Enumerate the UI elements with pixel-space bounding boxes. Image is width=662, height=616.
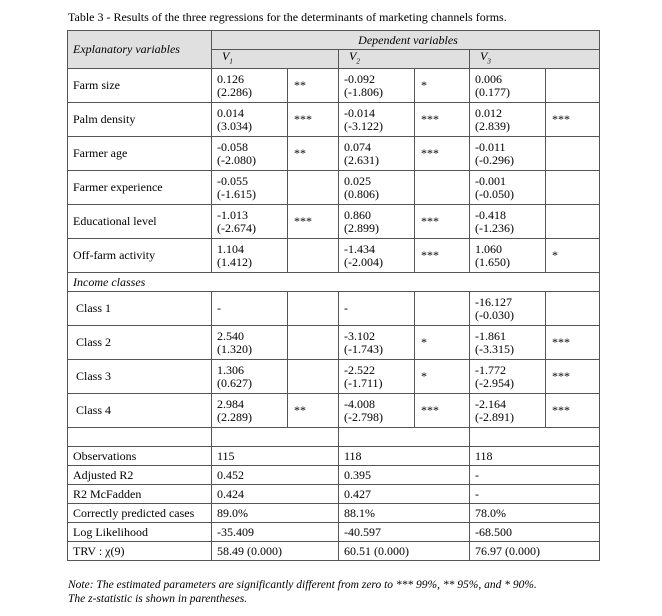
v3-header: $V_3$	[470, 50, 600, 69]
coef-cell: -0.055 (-1.615)	[212, 171, 288, 205]
significance-cell	[546, 171, 600, 205]
v1-header: $V_1$	[212, 50, 339, 69]
stat-cell: 89.0%	[212, 504, 339, 523]
significance-cell	[546, 137, 600, 171]
coef-cell: 0.006 (0.177)	[470, 69, 546, 103]
coef-cell: -0.092 (-1.806)	[339, 69, 415, 103]
coef-cell: -3.102 (-1.743)	[339, 326, 415, 360]
table-row	[68, 326, 600, 360]
note-line-2: The z-statistic is shown in parentheses.	[68, 593, 248, 605]
coef-cell: -1.434 (-2.004)	[339, 239, 415, 273]
coef-cell: -1.861 (-3.315)	[470, 326, 546, 360]
table-row	[68, 394, 600, 428]
stat-cell: 118	[470, 447, 600, 466]
stat-cell: 0.427	[339, 485, 470, 504]
coef-cell: 1.306 (0.627)	[212, 360, 288, 394]
stats-row	[68, 466, 600, 485]
significance-cell: ***	[415, 394, 470, 428]
dependent-variables-header: Dependent variables	[212, 31, 600, 50]
significance-cell: ***	[415, 239, 470, 273]
coef-cell: -	[339, 292, 415, 326]
coef-cell: -0.418 (-1.236)	[470, 205, 546, 239]
table-row	[68, 103, 600, 137]
significance-cell	[546, 292, 600, 326]
table-row	[68, 239, 600, 273]
stat-cell: 115	[212, 447, 339, 466]
significance-cell: ***	[546, 394, 600, 428]
significance-cell: **	[288, 137, 339, 171]
row-label: Correctly predicted cases	[68, 504, 212, 523]
significance-cell: ***	[415, 103, 470, 137]
stat-cell: 0.395	[339, 466, 470, 485]
stat-cell: -	[470, 466, 600, 485]
significance-cell: ***	[415, 205, 470, 239]
table-row	[68, 360, 600, 394]
table-row	[68, 205, 600, 239]
significance-cell	[546, 69, 600, 103]
stat-cell: -68.500	[470, 523, 600, 542]
table-row	[68, 292, 600, 326]
stat-cell: 78.0%	[470, 504, 600, 523]
explanatory-variables-header: Explanatory variables	[68, 31, 212, 69]
income-classes-label: Income classes	[68, 273, 600, 292]
coef-cell: 2.984 (2.289)	[212, 394, 288, 428]
coef-cell: -0.014 (-3.122)	[339, 103, 415, 137]
header-row-top	[68, 31, 600, 50]
stat-cell: 88.1%	[339, 504, 470, 523]
coef-cell: -0.011 (-0.296)	[470, 137, 546, 171]
significance-cell: ***	[546, 326, 600, 360]
row-label: Farmer age	[68, 137, 212, 171]
coef-cell: -	[212, 292, 288, 326]
stats-row	[68, 542, 600, 561]
note-line-1: Note: The estimated parameters are significantly different from zero to *** 99%, ** 95%, and * 90%.	[68, 579, 537, 591]
stats-row	[68, 504, 600, 523]
significance-cell	[415, 292, 470, 326]
significance-cell: ***	[415, 137, 470, 171]
coef-cell: -1.013 (-2.674)	[212, 205, 288, 239]
significance-cell	[288, 360, 339, 394]
table-row	[68, 69, 600, 103]
row-label: Class 1	[68, 292, 212, 326]
coef-cell: -1.772 (-2.954)	[470, 360, 546, 394]
significance-cell: ***	[546, 360, 600, 394]
row-label: R2 McFadden	[68, 485, 212, 504]
significance-cell	[546, 205, 600, 239]
stats-row	[68, 485, 600, 504]
coef-cell: 0.074 (2.631)	[339, 137, 415, 171]
table-row	[68, 137, 600, 171]
significance-cell: ***	[288, 205, 339, 239]
table-row	[68, 171, 600, 205]
significance-cell: *	[415, 326, 470, 360]
significance-cell	[288, 171, 339, 205]
stats-row	[68, 523, 600, 542]
table-caption: Table 3 - Results of the three regressions for the determinants of marketing channels forms.	[68, 10, 507, 24]
coef-cell: -0.058 (-2.080)	[212, 137, 288, 171]
coef-cell: -0.001 (-0.050)	[470, 171, 546, 205]
row-label: Farm size	[68, 69, 212, 103]
row-label: Log Likelihood	[68, 523, 212, 542]
spacer-row	[68, 428, 600, 447]
coef-cell: 0.012 (2.839)	[470, 103, 546, 137]
coef-cell: 0.014 (3.034)	[212, 103, 288, 137]
coef-cell: 0.025 (0.806)	[339, 171, 415, 205]
coef-cell: 1.104 (1.412)	[212, 239, 288, 273]
coef-cell: 0.860 (2.899)	[339, 205, 415, 239]
stat-cell: 0.452	[212, 466, 339, 485]
row-label: Class 4	[68, 394, 212, 428]
significance-cell	[288, 292, 339, 326]
stat-cell: 76.97 (0.000)	[470, 542, 600, 561]
section-row	[68, 273, 600, 292]
coef-cell: -4.008 (-2.798)	[339, 394, 415, 428]
stat-cell: -	[470, 485, 600, 504]
row-label: Palm density	[68, 103, 212, 137]
coef-cell: -2.164 (-2.891)	[470, 394, 546, 428]
coef-cell: 2.540 (1.320)	[212, 326, 288, 360]
row-label: Adjusted R2	[68, 466, 212, 485]
stat-cell: 58.49 (0.000)	[212, 542, 339, 561]
stat-cell: 118	[339, 447, 470, 466]
stat-cell: 0.424	[212, 485, 339, 504]
significance-cell: ***	[288, 103, 339, 137]
stat-cell: -40.597	[339, 523, 470, 542]
row-label: Observations	[68, 447, 212, 466]
regression-table	[67, 30, 600, 561]
significance-cell: *	[415, 360, 470, 394]
row-label: TRV : χ(9)	[68, 542, 212, 561]
significance-cell: **	[288, 394, 339, 428]
significance-cell: *	[415, 69, 470, 103]
stat-cell: -35.409	[212, 523, 339, 542]
coef-cell: -16.127 (-0.030)	[470, 292, 546, 326]
coef-cell: 1.060 (1.650)	[470, 239, 546, 273]
row-label: Farmer experience	[68, 171, 212, 205]
significance-cell	[415, 171, 470, 205]
significance-cell	[288, 239, 339, 273]
significance-cell: ***	[546, 103, 600, 137]
row-label: Educational level	[68, 205, 212, 239]
coef-cell: -2.522 (-1.711)	[339, 360, 415, 394]
coef-cell: 0.126 (2.286)	[212, 69, 288, 103]
row-label: Class 3	[68, 360, 212, 394]
stat-cell: 60.51 (0.000)	[339, 542, 470, 561]
v2-header: $V_2$	[339, 50, 470, 69]
row-label: Class 2	[68, 326, 212, 360]
table-note	[68, 578, 537, 606]
significance-cell: *	[546, 239, 600, 273]
stats-row	[68, 447, 600, 466]
significance-cell	[288, 326, 339, 360]
row-label: Off-farm activity	[68, 239, 212, 273]
significance-cell: **	[288, 69, 339, 103]
